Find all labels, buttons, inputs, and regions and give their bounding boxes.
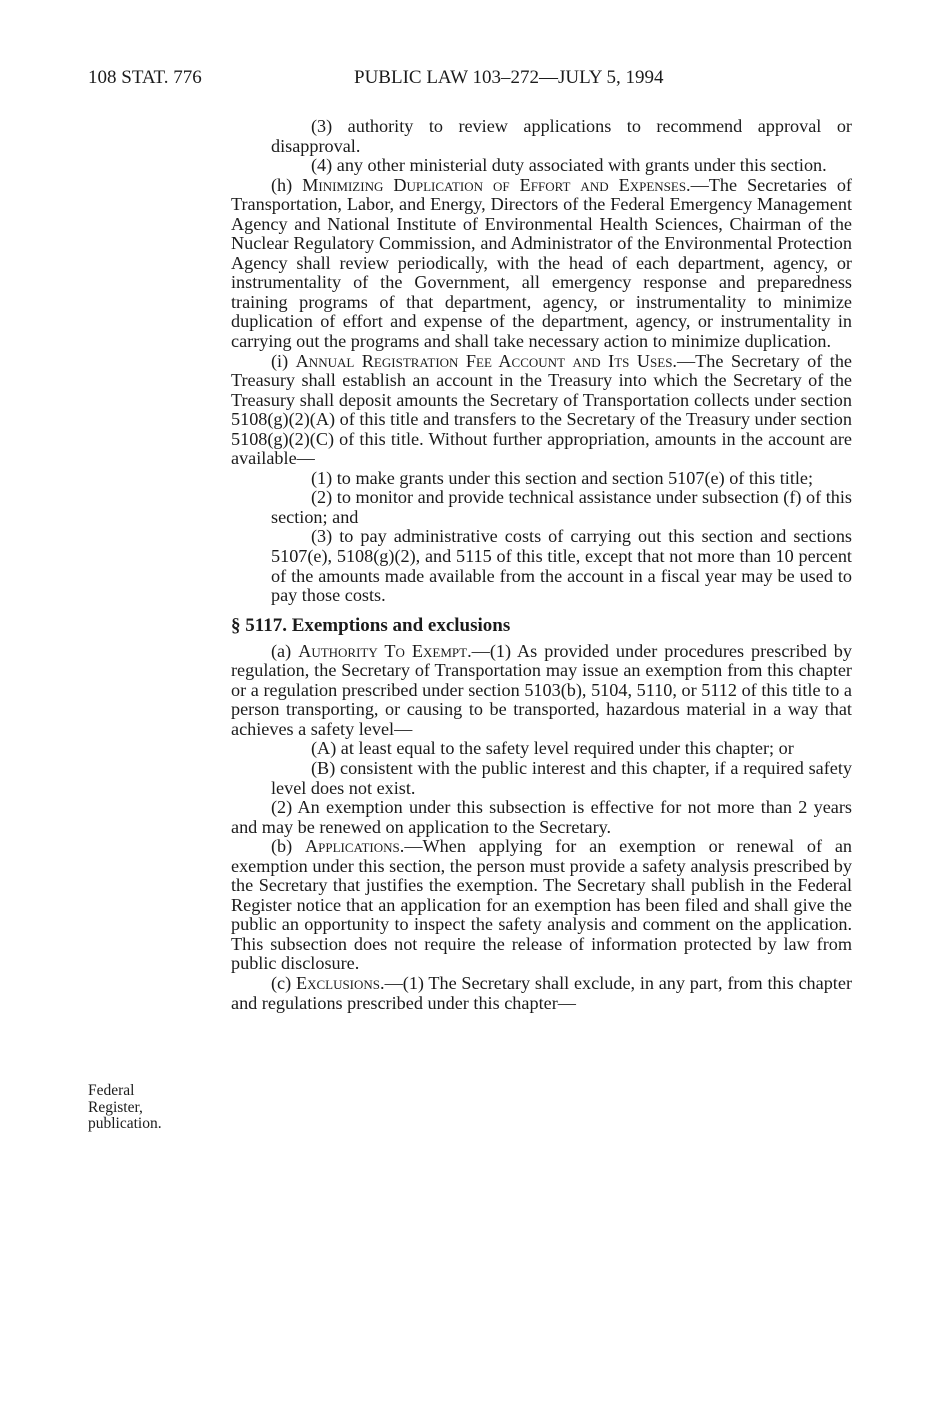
- subsection-label: (h): [271, 174, 303, 195]
- paragraph-a2: (2) An exemption under this subsection is effective for not more than 2 years and may be renewed on application to the Secretary.: [231, 797, 852, 837]
- public-law-title: PUBLIC LAW 103–272—JULY 5, 1994: [354, 67, 664, 88]
- subsection-text: —(1) As provided under procedures prescribed by regulation, the Secretary of Transportation may issue an exemption from this chapter or a regulation prescribed under section 5103(b), 5104, 5110, or 5112 of this title to a person transporting, or causing to be transported, hazardous material in a way that achieves a safety level—: [231, 640, 852, 739]
- subsection-i: [231, 352, 852, 469]
- subsection-h: [231, 176, 852, 352]
- statute-body: [231, 117, 852, 1013]
- paragraph-g4: (4) any other ministerial duty associated with grants under this section.: [311, 155, 827, 176]
- margin-note: [88, 1083, 208, 1133]
- subsection-text: —When applying for an exemption or renewal of an exemption under this section, the person must provide a safety analysis prescribed by the Secretary that justifies the exemption. The Secretary shall publish in the Federal Register notice that an application for an exemption has been filed and shall give the public an opportunity to inspect the safety analysis and comment on the application. This subsection does not require the release of information protected by law from public disclosure.: [231, 836, 852, 974]
- subsection-c: [231, 974, 852, 1013]
- paragraph-i3: (3) to pay administrative costs of carrying out this section and sections 5107(e), 5108(g)(2), and 5115 of this title, except that not more than 10 percent of the amounts made available from the account in a fiscal year may be used to pay those costs.: [271, 526, 852, 606]
- subsection-label: (b): [271, 836, 305, 857]
- paragraph-aB: (B) consistent with the public interest and this chapter, if a required safety level does not exist.: [271, 757, 852, 798]
- paragraph-aA: (A) at least equal to the safety level required under this chapter; or: [311, 738, 794, 759]
- section-heading: § 5117. Exemptions and exclusions: [231, 614, 511, 636]
- subsection-text: —The Secretary of the Treasury shall establish an account in the Treasury into which the Secretary of the Treasury shall deposit amounts the Secretary of Transportation collects under section 5108(g)(2)(A) of this title and transfers to the Secretary of the Treasury under section 5108(g)(2)(C) of this title. Without further appropriation, amounts in the account are available—: [231, 350, 852, 469]
- subsection-b: [231, 837, 852, 974]
- subsection-caption: Minimizing Duplication of Effort and Expenses.: [302, 174, 691, 195]
- subsection-caption: Annual Registration Fee Account and Its Uses.: [295, 350, 677, 371]
- subsection-text: —(1) The Secretary shall exclude, in any part, from this chapter and regulations prescribed under this chapter—: [231, 972, 852, 1013]
- running-header: [0, 66, 945, 90]
- subsection-caption: Applications.: [305, 836, 405, 857]
- paragraph-i2: (2) to monitor and provide technical assistance under subsection (f) of this section; and: [271, 487, 852, 527]
- subsection-label: (c): [271, 972, 296, 993]
- subsection-caption: Authority To Exempt.: [298, 640, 472, 661]
- subsection-label: (a): [271, 640, 299, 661]
- subsection-caption: Exclusions.: [295, 972, 385, 993]
- subsection-label: (i): [271, 350, 296, 371]
- paragraph-i1: (1) to make grants under this section and section 5107(e) of this title;: [311, 467, 814, 488]
- subsection-text: —The Secretaries of Transportation, Labor, and Energy, Directors of the Federal Emergency Management Agency and National Institute of Environmental Health Sciences, Chairman of the Nuclear Regulatory Commission, and Administrator of the Environmental Protection Agency shall review periodically, with the head of each department, agency, or instrumentality of the Government, all emergency response and preparedness training programs of that department, agency, or instrumentality to minimize duplication of effort and expense of the department, agency, or instrumentality in carrying out the programs and shall take necessary action to minimize duplication.: [231, 174, 852, 352]
- margin-note-line: publication.: [88, 1115, 162, 1132]
- margin-note-line: Federal: [88, 1082, 135, 1099]
- subsection-a: [231, 642, 852, 740]
- stat-page-number: 108 STAT. 776: [88, 67, 202, 88]
- paragraph-g3: (3) authority to review applications to recommend approval or disapproval.: [271, 116, 852, 156]
- margin-note-line: Register,: [88, 1098, 143, 1116]
